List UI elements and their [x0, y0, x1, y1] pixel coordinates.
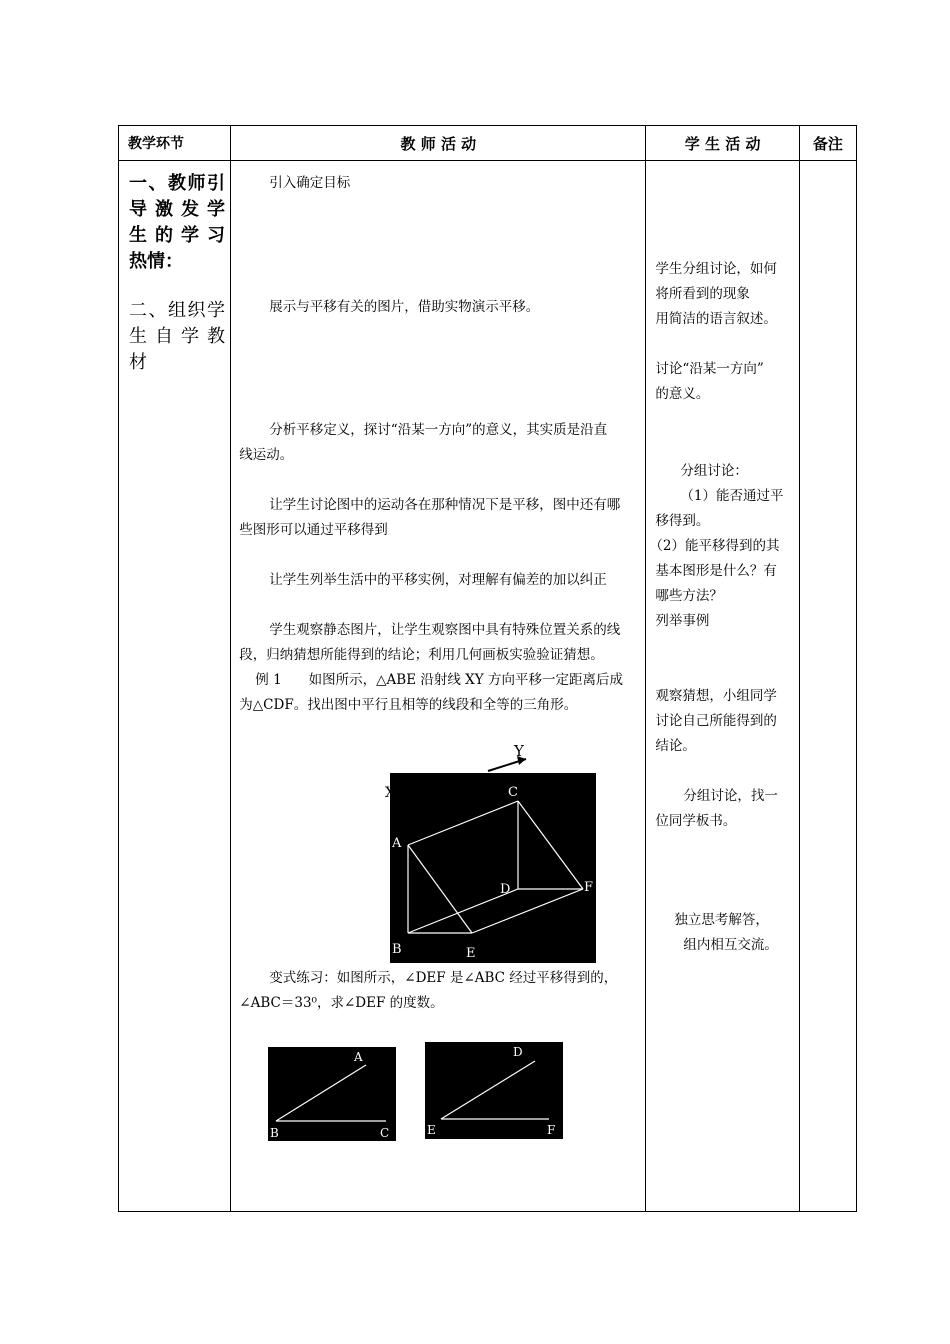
- translation-figure: [376, 741, 611, 963]
- label-e: E: [427, 1123, 437, 1137]
- teacher-p8-line1: 变式练习：如图所示，∠DEF 是∠ABC 经过平移得到的，: [269, 970, 618, 986]
- student-s4-line3: 结论。: [655, 738, 696, 754]
- label-b: B: [392, 942, 402, 957]
- teacher-p8-line2: ∠ABC＝33⁰，求∠DEF 的度数。: [239, 995, 444, 1011]
- student-s1-line1: 学生分组讨论，如何: [655, 261, 777, 277]
- student-s2-line2: 的意义。: [655, 386, 710, 402]
- teacher-p5: 让学生列举生活中的平移实例，对理解有偏差的加以纠正: [269, 572, 607, 588]
- header-remarks: 备注: [799, 126, 856, 161]
- angle-def-figure: [425, 1042, 563, 1139]
- student-s3-line6: 哪些方法？: [655, 588, 723, 604]
- teacher-p3-line2: 线运动。: [239, 447, 294, 463]
- teacher-p1: 引入确定目标: [269, 175, 351, 191]
- student-activity-cell: [646, 161, 799, 1212]
- student-s3-line4: （2）能平移得到的其: [649, 538, 780, 554]
- student-s2-line1: 讨论“沿某一方向”: [655, 361, 764, 377]
- student-s3-line1: 分组讨论：: [680, 463, 748, 479]
- label-e: E: [466, 946, 476, 961]
- header-teacher-activity: 教 师 活 动: [231, 126, 646, 161]
- student-s3-line2: （1）能否通过平: [680, 488, 784, 504]
- label-c: C: [380, 1126, 390, 1140]
- label-b: B: [270, 1126, 280, 1140]
- teacher-p3-line1: 分析平移定义，探讨“沿某一方向”的意义，其实质是沿直: [269, 422, 608, 438]
- teacher-p7-line2: 为△CDF。找出图中平行且相等的线段和全等的三角形。: [239, 697, 578, 713]
- student-s3-line7: 列举事例: [655, 613, 710, 629]
- teacher-activity-cell: [231, 161, 646, 1212]
- label-x: X: [385, 785, 396, 801]
- remarks-cell: [799, 161, 856, 1212]
- teacher-p7-line1: 例 1 如图所示，△ABE 沿射线 XY 方向平移一定距离后成: [255, 672, 623, 688]
- label-d: D: [500, 882, 511, 897]
- student-s1-line2: 将所看到的现象: [655, 286, 750, 302]
- table-header-row: [119, 126, 857, 161]
- table-body-row: [119, 161, 857, 1212]
- student-s3-line5: 基本图形是什么？有: [655, 563, 777, 579]
- stage-cell: [119, 161, 231, 1212]
- teacher-p6-line1: 学生观察静态图片，让学生观察图中具有特殊位置关系的线: [269, 622, 621, 638]
- teacher-p2: 展示与平移有关的图片，借助实物演示平移。: [269, 299, 540, 315]
- teacher-p4-line1: 让学生讨论图中的运动各在那种情况下是平移，图中还有哪: [269, 497, 621, 513]
- header-teaching-stage: 教学环节: [119, 126, 231, 161]
- label-d: D: [513, 1045, 523, 1059]
- figure-background: [390, 773, 596, 963]
- label-a: A: [354, 1050, 363, 1064]
- figure-background: [268, 1047, 396, 1141]
- student-s6-line2: 组内相互交流。: [683, 937, 778, 953]
- label-f: F: [584, 880, 594, 895]
- label-c: C: [508, 785, 519, 800]
- teacher-p4-line2: 些图形可以通过平移得到: [239, 522, 388, 538]
- student-s1-line3: 用简洁的语言叙述。: [655, 311, 777, 327]
- teacher-p6-line2: 段，归纳猜想所能得到的结论；利用几何画板实验验证猜想。: [239, 647, 604, 663]
- student-s6-line1: 独立思考解答，: [674, 912, 769, 928]
- angle-abc-figure: [268, 1047, 396, 1141]
- student-s5-line2: 位同学板书。: [655, 813, 737, 829]
- figure-background: [425, 1042, 563, 1139]
- section-2-title: 二、组织学 生自学教 材: [129, 300, 225, 373]
- student-s3-line3: 移得到。: [655, 513, 710, 529]
- lesson-plan-table: [118, 125, 857, 1212]
- label-f: F: [547, 1123, 556, 1137]
- label-y: Y: [514, 742, 525, 760]
- student-s4-line1: 观察猜想，小组同学: [655, 688, 777, 704]
- student-s4-line2: 讨论自己所能得到的: [655, 713, 777, 729]
- section-1-title: 一、教师引 导激发学 生的学习 热情：: [129, 173, 225, 272]
- label-a: A: [392, 836, 402, 851]
- student-s5-line1: 分组讨论，找一: [683, 788, 778, 804]
- header-student-activity: 学 生 活 动: [646, 126, 799, 161]
